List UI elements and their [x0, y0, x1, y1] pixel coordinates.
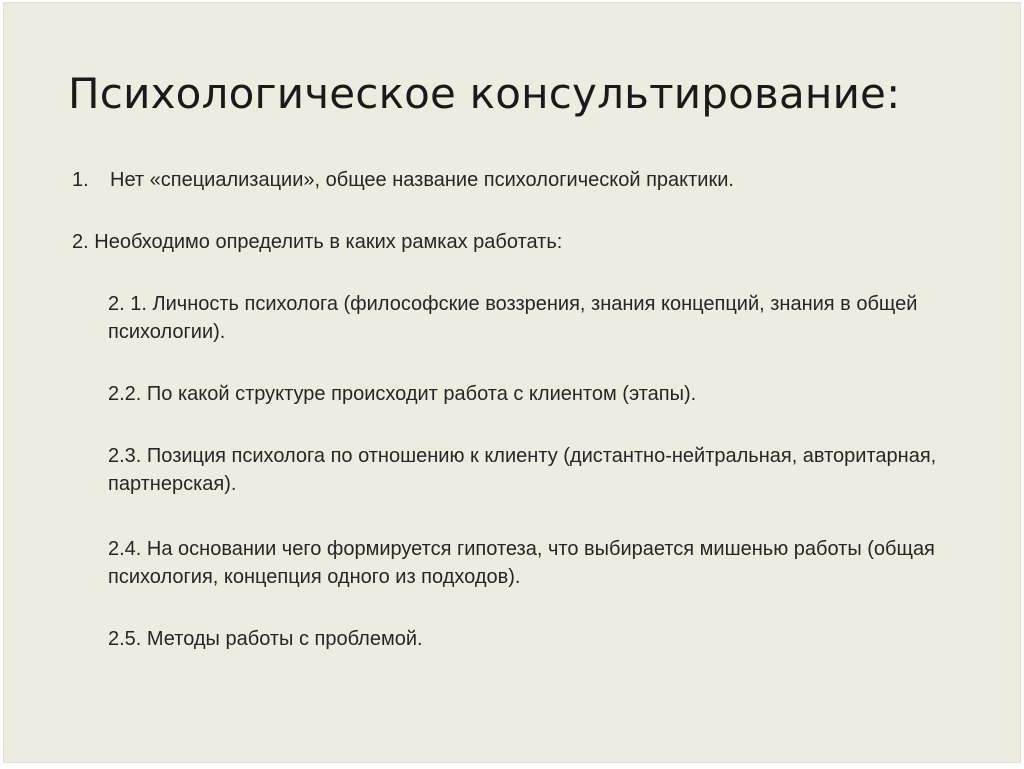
list-item: [108, 535, 978, 591]
list-item: [72, 228, 562, 256]
item-number: 2.3.: [108, 445, 142, 467]
item-text: По какой структуре происходит работа с клиентом (этапы).: [146, 383, 697, 405]
list-item: [108, 442, 978, 498]
list-item: [108, 380, 696, 408]
item-text: Позиция психолога по отношению к клиенту (дистантно-нейтральная, авторитарная, партнерская).: [108, 445, 937, 495]
item-number: 2. 1.: [108, 293, 147, 315]
item-text: Нет «специализации», общее название психологической практики.: [110, 169, 734, 191]
list-item: [108, 625, 423, 653]
item-number: 1.: [72, 169, 89, 191]
content-list: [4, 3, 1020, 762]
list-item: [72, 166, 734, 194]
item-text: Методы работы с проблемой.: [146, 628, 423, 650]
slide: [3, 2, 1021, 763]
slide-title: Психологическое консультирование:: [68, 69, 901, 118]
item-number: 2.5.: [108, 628, 142, 650]
item-text: Необходимо определить в каких рамках работать:: [94, 231, 563, 253]
item-number: 2.: [72, 231, 89, 253]
item-number: 2.4.: [108, 538, 142, 560]
item-text: На основании чего формируется гипотеза, что выбирается мишенью работы (общая психология, концепция одного из подходов).: [108, 538, 935, 588]
item-text: Личность психолога (философские воззрения, знания концепций, знания в общей психологии).: [108, 293, 918, 343]
list-item: [108, 290, 978, 346]
item-number: 2.2.: [108, 383, 142, 405]
